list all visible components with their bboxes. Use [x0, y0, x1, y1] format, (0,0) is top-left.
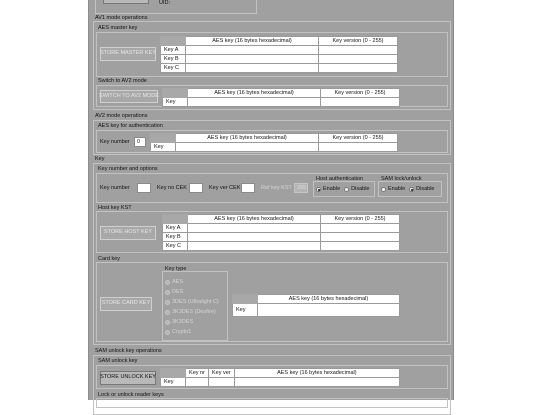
sam-lock-options — [381, 186, 438, 192]
switch-av2-title: Switch to AV2 mode — [98, 78, 147, 84]
key-type-3des-ultralight-radio[interactable] — [165, 300, 170, 305]
master-key-a-version[interactable] — [319, 46, 398, 55]
key-options-title: Key number and options — [98, 166, 158, 172]
row-label: Key B — [163, 233, 188, 242]
key-type-3des-ultralight — [165, 299, 223, 305]
master-key-b-input[interactable] — [186, 55, 319, 64]
host-key-b-version[interactable] — [321, 233, 400, 242]
get-version-button[interactable] — [103, 0, 149, 4]
unlock-key-ver-input[interactable] — [209, 378, 235, 387]
sam-lock-enable-label: Enable — [388, 186, 406, 192]
switch-to-av2-button[interactable]: SWITCH TO AV2 MODE — [100, 90, 158, 103]
ref-key-kst-input[interactable]: 255 — [294, 183, 308, 193]
key-type-crypto1 — [165, 329, 195, 335]
sam-unlock-col-key-nr: Key nr — [186, 369, 209, 378]
lock-unlock-reader-keys-group — [96, 398, 448, 408]
key-section-title: Key — [95, 156, 105, 162]
table-row — [163, 224, 400, 233]
aes-master-key-title: AES master key — [98, 25, 138, 31]
host-key-a-input[interactable] — [188, 224, 321, 233]
card-key-table-corner — [233, 295, 258, 304]
auth-col-version: Key version (0 - 255) — [319, 134, 398, 143]
key-type-3k3des — [165, 319, 197, 325]
sam-unlock-table-corner — [161, 369, 186, 378]
key-type-des — [165, 289, 187, 295]
host-auth-enable-label: Enable — [323, 186, 341, 192]
row-label: Key C — [161, 64, 186, 73]
key-ver-cek-label: Key ver CEK — [209, 185, 241, 191]
switch-key-input[interactable] — [188, 98, 321, 107]
switch-col-key: AES key (16 bytes hexadecimal) — [188, 89, 321, 98]
store-host-key-button[interactable]: STORE HOST KEY — [100, 226, 156, 240]
master-key-col-version: Key version (0 - 255) — [319, 37, 398, 46]
av1-section-title: AV1 mode operations — [95, 15, 148, 21]
card-key-input[interactable] — [258, 304, 400, 317]
table-row — [161, 378, 400, 387]
host-kst-col-key: AES key (16 bytes hexadecimal) — [188, 215, 321, 224]
row-label: Key B — [161, 55, 186, 64]
key-no-cek-label: Key no CEK — [157, 185, 187, 191]
key-type-crypto1-label: Crypto1 — [172, 329, 192, 335]
host-kst-table — [162, 214, 400, 251]
table-row — [163, 98, 400, 107]
host-auth-disable-label: Disable — [351, 186, 370, 192]
host-auth-disable-radio[interactable] — [344, 187, 349, 192]
key-type-aes-label: AES — [172, 279, 184, 285]
host-kst-title: Host key KST — [98, 205, 132, 211]
table-row — [161, 64, 398, 73]
key-type-aes — [165, 279, 187, 285]
switch-av2-table — [162, 88, 400, 107]
host-key-c-input[interactable] — [188, 242, 321, 251]
auth-key-version[interactable] — [319, 143, 398, 152]
sam-lock-enable-radio[interactable] — [381, 187, 386, 192]
key-type-3des-ultralight-label: 3DES (Ultralight C) — [172, 299, 219, 305]
master-key-table-corner — [161, 37, 186, 46]
master-key-table — [160, 36, 398, 73]
table-row — [161, 46, 398, 55]
main-panel — [88, 0, 454, 400]
auth-col-key: AES key (16 bytes hexadecimal) — [176, 134, 319, 143]
host-kst-table-corner — [163, 215, 188, 224]
host-auth-options — [316, 186, 373, 192]
table-row — [163, 242, 400, 251]
key-type-3k3des-desfire-radio[interactable] — [165, 310, 170, 315]
card-key-title: Card key — [98, 256, 121, 262]
key-no-cek-input[interactable] — [189, 183, 203, 193]
card-key-col-key: AES key (16 bytes hexadecimal) — [258, 295, 400, 304]
sam-unlock-col-key-ver: Key ver — [209, 369, 235, 378]
table-row — [163, 233, 400, 242]
host-auth-enable-radio[interactable] — [316, 187, 321, 192]
host-auth-title: Host authentication — [316, 176, 364, 182]
av2-section-title: AV2 mode operations — [95, 113, 148, 119]
ref-key-kst-label: Ref key KST — [261, 185, 292, 191]
auth-key-input[interactable] — [176, 143, 319, 152]
sam-lock-disable-radio[interactable] — [409, 187, 414, 192]
store-unlock-key-button[interactable]: STORE UNLOCK KEY — [100, 371, 156, 385]
key-type-3k3des-desfire-label: 3K3DES (Desfire) — [172, 309, 216, 315]
master-key-b-version[interactable] — [319, 55, 398, 64]
sam-unlock-table — [160, 368, 400, 387]
auth-table-corner — [151, 134, 176, 143]
switch-col-version: Key version (0 - 255) — [321, 89, 400, 98]
row-label: Key — [151, 143, 176, 152]
sam-unlock-col-aes: AES key (16 bytes hexadecimal) — [234, 369, 399, 378]
key-type-crypto1-radio[interactable] — [165, 330, 170, 335]
host-key-b-input[interactable] — [188, 233, 321, 242]
key-ver-cek-input[interactable] — [241, 183, 255, 193]
key-type-aes-radio[interactable] — [165, 280, 170, 285]
aes-auth-key-title: AES key for authentication — [98, 123, 163, 129]
sam-unlock-section-title: SAM unlock key operations — [95, 348, 162, 354]
master-key-c-input[interactable] — [186, 64, 319, 73]
row-label: Key C — [163, 242, 188, 251]
key-type-des-radio[interactable] — [165, 290, 170, 295]
key-type-title: Key type — [165, 266, 187, 272]
key-number-input[interactable] — [137, 183, 151, 193]
table-row — [233, 304, 400, 317]
host-key-a-version[interactable] — [321, 224, 400, 233]
unlock-aes-key-input[interactable] — [234, 378, 399, 387]
row-label: Key A — [161, 46, 186, 55]
row-label: Key — [161, 378, 186, 387]
key-type-3k3des-radio[interactable] — [165, 320, 170, 325]
row-label: Key — [163, 98, 188, 107]
lock-unlock-reader-keys-title: Lock or unlock reader keys — [98, 392, 164, 398]
host-key-c-version[interactable] — [321, 242, 400, 251]
auth-key-table — [150, 133, 398, 152]
uid-label: UID: — [159, 0, 170, 6]
key-number-label: Key number — [100, 185, 130, 191]
auth-key-number-input[interactable]: 0 — [134, 137, 146, 147]
store-card-key-button[interactable]: STORE CARD KEY — [100, 297, 152, 311]
master-key-c-version[interactable] — [319, 64, 398, 73]
sam-lock-title: SAM lock/unlock — [381, 176, 422, 182]
host-kst-col-version: Key version (0 - 255) — [321, 215, 400, 224]
card-key-table — [232, 294, 400, 317]
switch-key-version[interactable] — [321, 98, 400, 107]
master-key-col-key: AES key (16 bytes hexadecimal) — [186, 37, 319, 46]
store-master-key-button[interactable]: STORE MASTER KEY — [100, 47, 156, 61]
unlock-key-nr-input[interactable] — [186, 378, 209, 387]
key-type-3k3des-desfire — [165, 309, 220, 315]
table-row — [161, 55, 398, 64]
switch-table-corner — [163, 89, 188, 98]
table-row — [151, 143, 398, 152]
row-label: Key A — [163, 224, 188, 233]
sam-unlock-key-title: SAM unlock key — [98, 358, 138, 364]
master-key-a-input[interactable] — [186, 46, 319, 55]
key-type-des-label: DES — [172, 289, 184, 295]
key-type-3k3des-label: 3K3DES — [172, 319, 194, 325]
auth-key-number-label: Key number — [100, 139, 130, 145]
sam-lock-disable-label: Disable — [416, 186, 435, 192]
row-label: Key — [233, 304, 258, 317]
